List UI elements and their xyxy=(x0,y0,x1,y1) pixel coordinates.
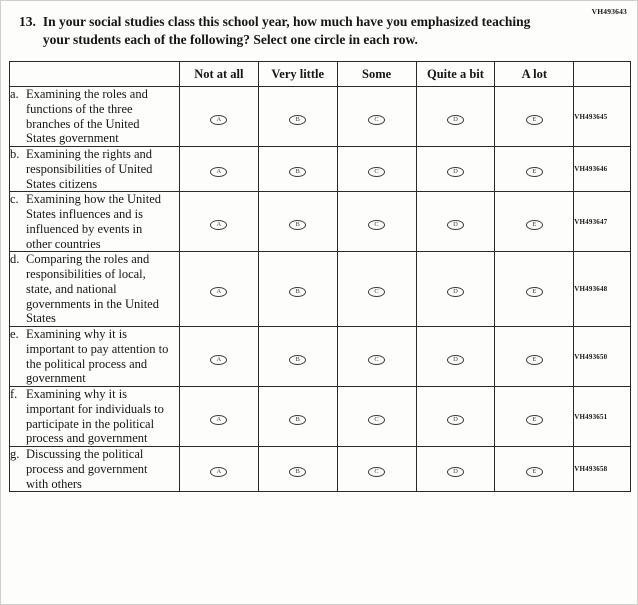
response-cell xyxy=(416,387,495,447)
form-code: VH493643 xyxy=(591,7,627,16)
response-cell xyxy=(416,447,495,492)
response-oval[interactable]: A xyxy=(210,355,227,365)
response-oval[interactable]: D xyxy=(447,220,464,230)
response-cell xyxy=(337,447,416,492)
question-text xyxy=(43,13,551,48)
row-letter: a. xyxy=(10,87,19,102)
response-oval[interactable]: E xyxy=(526,220,543,230)
row-label: Examining how the United States influences and is influenced by events in other countries xyxy=(26,192,162,251)
question-emphasis-word: one xyxy=(290,31,311,47)
row-label: Examining the roles and functions of the three branches of the United States government xyxy=(26,87,148,146)
response-oval[interactable]: D xyxy=(447,115,464,125)
response-oval[interactable]: C xyxy=(368,415,385,425)
column-header-not-at-all: Not at all xyxy=(179,62,258,87)
row-label-cell xyxy=(10,252,180,327)
code-column-blank-header xyxy=(574,62,631,87)
item-code: VH493651 xyxy=(574,387,631,447)
response-oval[interactable]: A xyxy=(210,287,227,297)
response-oval[interactable]: B xyxy=(289,415,306,425)
row-label: Examining why it is important for individuals to participate in the political process and government xyxy=(26,387,164,446)
row-label-cell xyxy=(10,87,180,147)
response-oval[interactable]: C xyxy=(368,355,385,365)
response-oval[interactable]: A xyxy=(210,467,227,477)
corner-blank-cell xyxy=(10,62,180,87)
row-letter: c. xyxy=(10,192,19,207)
response-cell xyxy=(495,192,574,252)
row-letter: d. xyxy=(10,252,20,267)
response-cell xyxy=(416,192,495,252)
response-cell xyxy=(258,192,337,252)
response-oval[interactable]: E xyxy=(526,287,543,297)
response-cell xyxy=(337,87,416,147)
table-row xyxy=(10,147,631,192)
table-row xyxy=(10,327,631,387)
column-header-some: Some xyxy=(337,62,416,87)
response-cell xyxy=(337,147,416,192)
table-row xyxy=(10,252,631,327)
response-cell xyxy=(416,327,495,387)
table-row xyxy=(10,192,631,252)
response-oval[interactable]: B xyxy=(289,220,306,230)
response-cell xyxy=(258,387,337,447)
item-code: VH493646 xyxy=(574,147,631,192)
response-oval[interactable]: E xyxy=(526,355,543,365)
row-label-cell xyxy=(10,192,180,252)
response-oval[interactable]: C xyxy=(368,467,385,477)
column-header-very-little: Very little xyxy=(258,62,337,87)
column-header-a-lot: A lot xyxy=(495,62,574,87)
question-text-after: circle in each row. xyxy=(310,31,418,47)
row-label-cell xyxy=(10,147,180,192)
response-oval[interactable]: C xyxy=(368,287,385,297)
response-cell xyxy=(179,192,258,252)
emphasis-matrix-table xyxy=(9,61,631,492)
response-oval[interactable]: A xyxy=(210,220,227,230)
response-cell xyxy=(495,87,574,147)
response-oval[interactable]: B xyxy=(289,467,306,477)
response-oval[interactable]: B xyxy=(289,115,306,125)
response-cell xyxy=(416,252,495,327)
response-oval[interactable]: E xyxy=(526,467,543,477)
response-cell xyxy=(179,147,258,192)
question xyxy=(19,13,599,48)
response-cell xyxy=(179,252,258,327)
row-label-cell xyxy=(10,327,180,387)
response-cell xyxy=(258,327,337,387)
response-cell xyxy=(495,327,574,387)
response-cell xyxy=(258,447,337,492)
response-oval[interactable]: D xyxy=(447,287,464,297)
item-code: VH493658 xyxy=(574,447,631,492)
response-oval[interactable]: E xyxy=(526,115,543,125)
table-row xyxy=(10,387,631,447)
header-row xyxy=(10,62,631,87)
response-oval[interactable]: A xyxy=(210,415,227,425)
response-oval[interactable]: D xyxy=(447,467,464,477)
item-code: VH493650 xyxy=(574,327,631,387)
response-cell xyxy=(258,252,337,327)
response-cell xyxy=(179,387,258,447)
row-label: Discussing the political process and government with others xyxy=(26,447,148,491)
response-oval[interactable]: B xyxy=(289,355,306,365)
question-text-before: In your social studies class this school year, how much have you emphasized teaching your students each of the following? Select xyxy=(42,14,531,47)
response-oval[interactable]: C xyxy=(368,167,385,177)
table-row xyxy=(10,87,631,147)
response-oval[interactable]: D xyxy=(447,355,464,365)
response-oval[interactable]: D xyxy=(447,167,464,177)
row-letter: g. xyxy=(10,447,20,462)
row-label: Examining the rights and responsibilities of United States citizens xyxy=(26,147,153,191)
table-row xyxy=(10,447,631,492)
question-number: 13. xyxy=(19,14,36,29)
row-label-cell xyxy=(10,387,180,447)
response-oval[interactable]: B xyxy=(289,167,306,177)
response-cell xyxy=(258,87,337,147)
response-cell xyxy=(416,147,495,192)
row-letter: e. xyxy=(10,327,19,342)
response-cell xyxy=(495,447,574,492)
response-oval[interactable]: D xyxy=(447,415,464,425)
response-cell xyxy=(179,447,258,492)
response-cell xyxy=(179,87,258,147)
response-cell xyxy=(179,327,258,387)
response-cell xyxy=(495,147,574,192)
response-cell xyxy=(495,387,574,447)
response-oval[interactable]: A xyxy=(210,167,227,177)
column-header-quite-a-bit: Quite a bit xyxy=(416,62,495,87)
item-code: VH493648 xyxy=(574,252,631,327)
response-oval[interactable]: C xyxy=(368,115,385,125)
response-cell xyxy=(337,252,416,327)
response-oval[interactable]: E xyxy=(526,415,543,425)
row-letter: b. xyxy=(10,147,20,162)
response-oval[interactable]: A xyxy=(210,115,227,125)
item-code: VH493647 xyxy=(574,192,631,252)
response-cell xyxy=(495,252,574,327)
response-oval[interactable]: C xyxy=(368,220,385,230)
response-oval[interactable]: B xyxy=(289,287,306,297)
item-code: VH493645 xyxy=(574,87,631,147)
response-cell xyxy=(337,192,416,252)
response-cell xyxy=(337,387,416,447)
response-oval[interactable]: E xyxy=(526,167,543,177)
row-label-cell xyxy=(10,447,180,492)
response-cell xyxy=(337,327,416,387)
row-letter: f. xyxy=(10,387,18,402)
response-cell xyxy=(258,147,337,192)
row-label: Comparing the roles and responsibilities of local, state, and national governments in the United States xyxy=(26,252,159,326)
row-label: Examining why it is important to pay attention to the political process and government xyxy=(26,327,169,386)
response-cell xyxy=(416,87,495,147)
